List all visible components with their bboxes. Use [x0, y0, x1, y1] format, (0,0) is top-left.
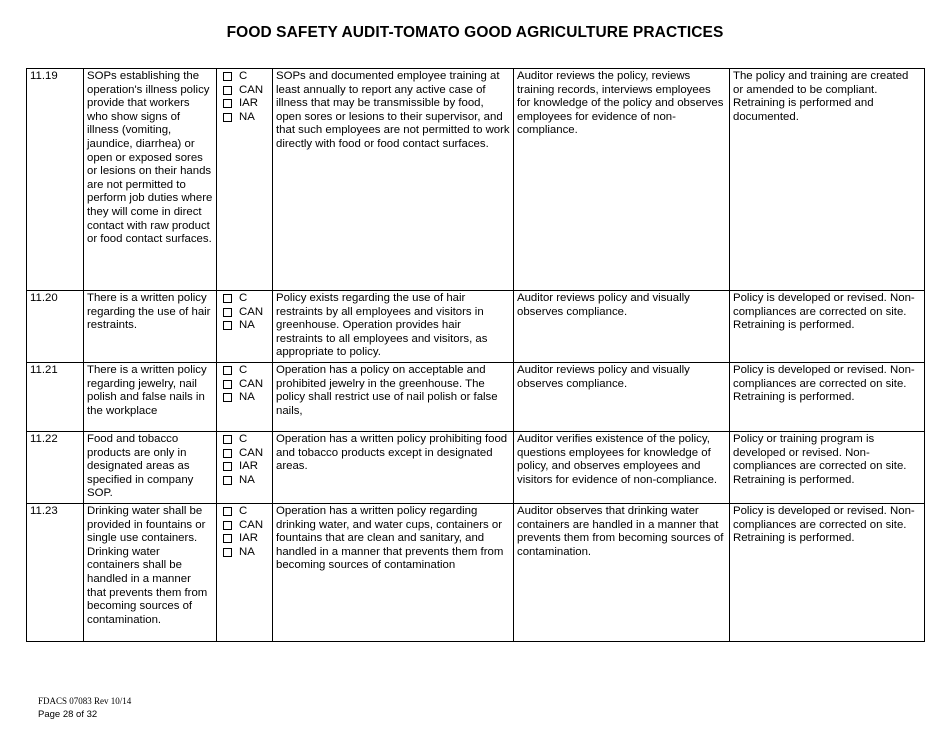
- requirement-cell: Drinking water shall be provided in fountains or single use containers. Drinking water containers shall be handled in a manner that prevents them from becoming sources of contamination.: [84, 503, 217, 641]
- verification-cell: Auditor reviews policy and visually observes compliance.: [514, 291, 730, 363]
- audit-row: [27, 291, 925, 363]
- checkbox-icon[interactable]: [223, 321, 232, 330]
- checkbox-icon[interactable]: [223, 72, 232, 81]
- audit-table: [26, 68, 925, 642]
- checkbox-icon[interactable]: [223, 476, 232, 485]
- compliance-option[interactable]: [223, 70, 269, 84]
- item-number: 11.20: [27, 291, 84, 363]
- criteria-cell: Policy exists regarding the use of hair restraints by all employees and visitors in greenhouse. Operation provides hair restraints to all employees and visitors, as appropriate to policy.: [273, 291, 514, 363]
- audit-row: [27, 362, 925, 431]
- compliance-option-label: C: [239, 70, 248, 82]
- item-number: 11.19: [27, 69, 84, 291]
- verification-cell: Auditor verifies existence of the policy, questions employees for knowledge of policy, and observes employees and visitors for evidence of non-compliance.: [514, 431, 730, 503]
- compliance-option-label: IAR: [239, 460, 258, 473]
- checkbox-icon[interactable]: [223, 99, 232, 108]
- corrective-action-cell: The policy and training are created or amended to be compliant. Retraining is performed and documented.: [730, 69, 925, 291]
- compliance-options: [217, 69, 273, 291]
- compliance-option[interactable]: [223, 505, 269, 519]
- checkbox-icon[interactable]: [223, 294, 232, 303]
- compliance-options: [217, 291, 273, 363]
- requirement-cell: There is a written policy regarding the use of hair restraints.: [84, 291, 217, 363]
- verification-cell: Auditor reviews the policy, reviews training records, interviews employees for knowledge of the policy and observes employees for evidence of non-compliance.: [514, 69, 730, 291]
- checkbox-icon[interactable]: [223, 462, 232, 471]
- audit-row: [27, 431, 925, 503]
- compliance-option-label: IAR: [239, 97, 258, 110]
- compliance-option-label: C: [239, 504, 248, 517]
- corrective-action-cell: Policy is developed or revised. Non-compliances are corrected on site. Retraining is performed.: [730, 503, 925, 641]
- compliance-option[interactable]: [223, 111, 269, 125]
- audit-table-body: [27, 69, 925, 642]
- compliance-option-label: NA: [239, 319, 255, 332]
- compliance-options: [217, 431, 273, 503]
- page-number: Page 28 of 32: [38, 709, 98, 720]
- requirement-cell: SOPs establishing the operation's illness policy provide that workers who show signs of illness (vomiting, jaundice, diarrhea) or open or exposed sores or lesions on their hands are not permitted to perform job duties where they will come in direct contact with raw product or food contact surfaces.: [84, 69, 217, 291]
- item-number: 11.23: [27, 503, 84, 641]
- compliance-option-label: C: [239, 432, 248, 445]
- compliance-option-label: CAN: [239, 446, 264, 459]
- compliance-option-label: C: [239, 292, 248, 304]
- checkbox-icon[interactable]: [223, 393, 232, 402]
- compliance-option-label: C: [239, 363, 248, 376]
- compliance-option-label: CAN: [239, 518, 264, 531]
- item-number: 11.22: [27, 431, 84, 503]
- compliance-option-label: NA: [239, 391, 255, 404]
- verification-cell: Auditor reviews policy and visually observes compliance.: [514, 362, 730, 431]
- requirement-cell: There is a written policy regarding jewelry, nail polish and false nails in the workplace: [84, 362, 217, 431]
- compliance-option[interactable]: [223, 84, 269, 98]
- compliance-option[interactable]: [223, 378, 269, 392]
- form-id: FDACS 07083 Rev 10/14: [38, 696, 132, 706]
- compliance-option[interactable]: [223, 97, 269, 111]
- checkbox-icon[interactable]: [223, 86, 232, 95]
- checkbox-icon[interactable]: [223, 548, 232, 557]
- criteria-cell: Operation has a written policy regarding drinking water, and water cups, containers or fountains that are clean and sanitary, and handled in a manner that prevents them from becoming sources of contamination: [273, 503, 514, 641]
- checkbox-icon[interactable]: [223, 380, 232, 389]
- page-title: FOOD SAFETY AUDIT-TOMATO GOOD AGRICULTURE PRACTICES: [226, 24, 724, 41]
- compliance-option-label: CAN: [239, 83, 264, 96]
- checkbox-icon[interactable]: [223, 534, 232, 543]
- compliance-option[interactable]: [223, 292, 269, 306]
- checkbox-icon[interactable]: [223, 449, 232, 458]
- corrective-action-cell: Policy or training program is developed or revised. Non-compliances are corrected on site. Retraining is performed.: [730, 431, 925, 503]
- compliance-option[interactable]: [223, 519, 269, 533]
- criteria-cell: SOPs and documented employee training at least annually to report any active case of illness that may be transmissible by food, open sores or lesions to their supervisor, and that such employees are not permitted to work directly with food or food contact surfaces.: [273, 69, 514, 291]
- compliance-option-label: IAR: [239, 532, 258, 545]
- checkbox-icon[interactable]: [223, 435, 232, 444]
- item-number: 11.21: [27, 362, 84, 431]
- verification-cell: Auditor observes that drinking water containers are handled in a manner that prevents them from becoming sources of contamination.: [514, 503, 730, 641]
- compliance-option[interactable]: [223, 460, 269, 474]
- compliance-option-label: CAN: [239, 377, 264, 390]
- compliance-option-label: NA: [239, 545, 255, 558]
- compliance-option[interactable]: [223, 447, 269, 461]
- compliance-option[interactable]: [223, 546, 269, 560]
- checkbox-icon[interactable]: [223, 521, 232, 530]
- audit-row: [27, 503, 925, 641]
- criteria-cell: Operation has a policy on acceptable and prohibited jewelry in the greenhouse. The policy shall restrict use of nail polish or false nails,: [273, 362, 514, 431]
- corrective-action-cell: Policy is developed or revised. Non-compliances are corrected on site. Retraining is performed.: [730, 362, 925, 431]
- checkbox-icon[interactable]: [223, 308, 232, 317]
- criteria-cell: Operation has a written policy prohibiting food and tobacco products except in designated areas.: [273, 431, 514, 503]
- compliance-options: [217, 362, 273, 431]
- compliance-option[interactable]: [223, 306, 269, 320]
- compliance-option[interactable]: [223, 319, 269, 333]
- compliance-option-label: NA: [239, 110, 255, 123]
- compliance-option[interactable]: [223, 474, 269, 488]
- audit-row: [27, 69, 925, 291]
- checkbox-icon[interactable]: [223, 113, 232, 122]
- requirement-cell: Food and tobacco products are only in designated areas as specified in company SOP.: [84, 431, 217, 503]
- compliance-option[interactable]: [223, 364, 269, 378]
- compliance-option[interactable]: [223, 391, 269, 405]
- compliance-option[interactable]: [223, 433, 269, 447]
- checkbox-icon[interactable]: [223, 366, 232, 375]
- checkbox-icon[interactable]: [223, 507, 232, 516]
- compliance-option-label: CAN: [239, 305, 264, 318]
- corrective-action-cell: Policy is developed or revised. Non-compliances are corrected on site. Retraining is performed.: [730, 291, 925, 363]
- compliance-option-label: NA: [239, 473, 255, 486]
- compliance-option[interactable]: [223, 532, 269, 546]
- compliance-options: [217, 503, 273, 641]
